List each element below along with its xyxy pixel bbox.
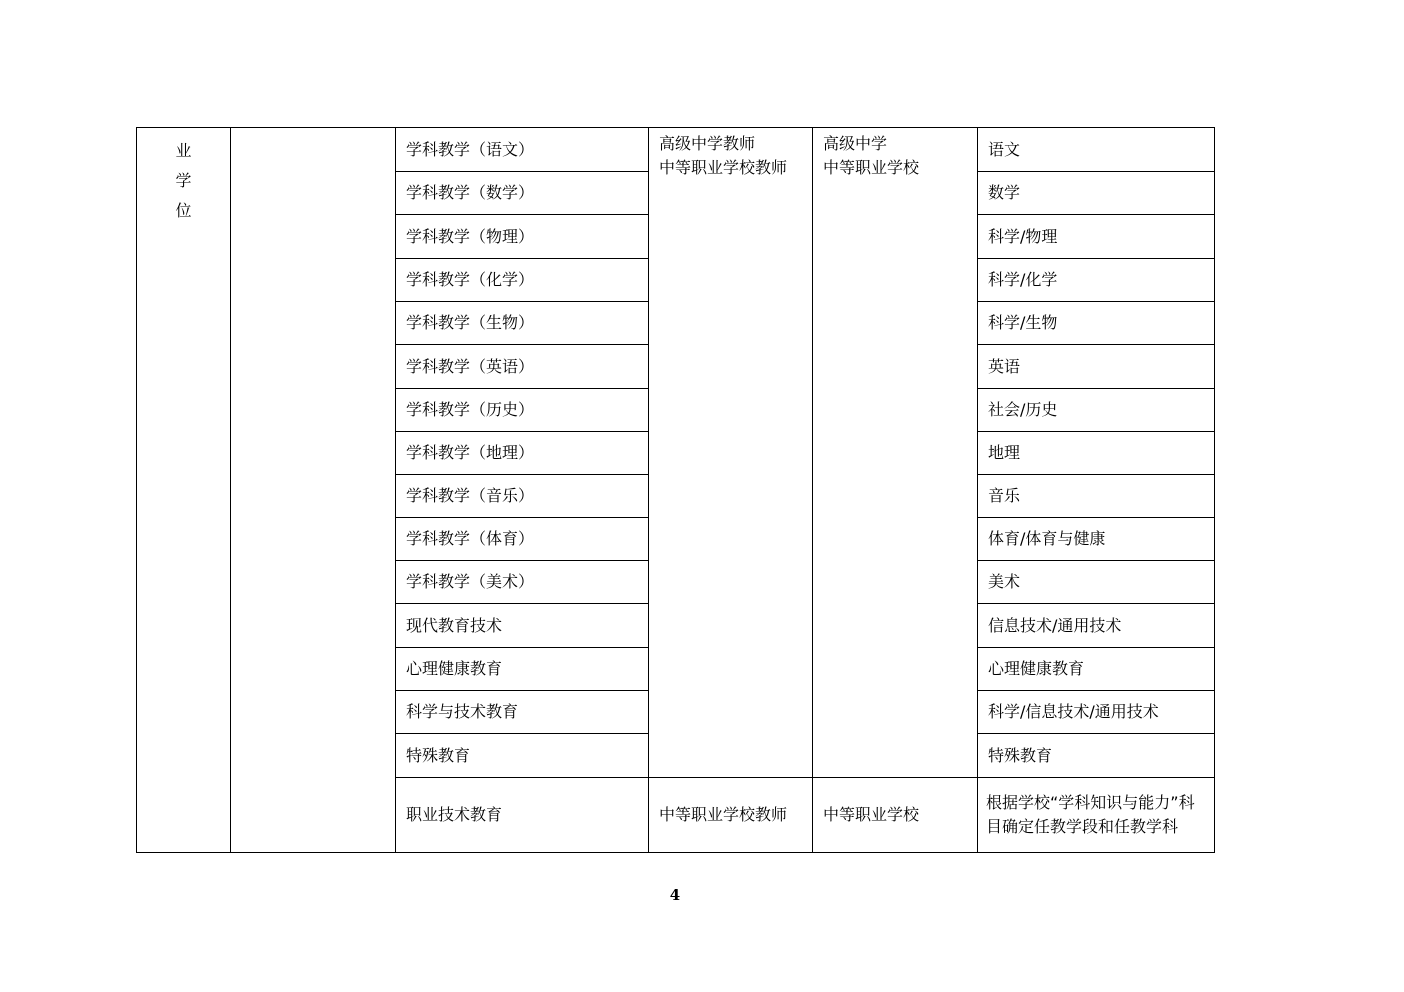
major-cell: 科学与技术教育 [396,691,649,734]
subject-cell: 科学/生物 [978,302,1215,345]
table-row [137,128,1215,172]
subject-cell: 科学/化学 [978,259,1215,302]
subject-cell: 体育/体育与健康 [978,518,1215,561]
school-type-cell: 高级中学 中等职业学校 [813,128,978,778]
subject-cell: 语文 [978,128,1215,172]
major-cell: 学科教学（地理） [396,432,649,475]
major-cell: 学科教学（数学） [396,172,649,215]
major-cell: 学科教学（历史） [396,389,649,432]
major-cell: 学科教学（化学） [396,259,649,302]
major-cell: 职业技术教育 [396,778,649,853]
subject-cell: 根据学校“学科知识与能力”科目确定任教学段和任教学科 [978,778,1215,853]
page-number: 4 [669,886,681,904]
subject-cell: 数学 [978,172,1215,215]
degree-label-char: 位 [175,201,192,220]
subject-cell: 社会/历史 [978,389,1215,432]
major-cell: 学科教学（物理） [396,215,649,259]
major-cell: 学科教学（英语） [396,345,649,389]
subject-cell: 地理 [978,432,1215,475]
degree-label-char: 业 [175,141,192,160]
major-cell: 学科教学（体育） [396,518,649,561]
degree-label-char: 学 [175,171,192,190]
major-cell: 学科教学（语文） [396,128,649,172]
subject-cell: 科学/信息技术/通用技术 [978,691,1215,734]
subject-cell: 音乐 [978,475,1215,518]
major-cell: 特殊教育 [396,734,649,778]
teacher-type-cell: 高级中学教师 中等职业学校教师 [649,128,813,778]
subject-cell: 心理健康教育 [978,648,1215,691]
major-cell: 心理健康教育 [396,648,649,691]
major-cell: 学科教学（美术） [396,561,649,604]
major-cell: 学科教学（生物） [396,302,649,345]
subject-cell: 特殊教育 [978,734,1215,778]
degree-label-cell [137,128,231,853]
blank-cell [231,128,396,853]
teacher-type-cell: 中等职业学校教师 [649,778,813,853]
major-cell: 现代教育技术 [396,604,649,648]
subject-cell: 美术 [978,561,1215,604]
subject-cell: 信息技术/通用技术 [978,604,1215,648]
qualification-table [136,127,1215,853]
subject-cell: 英语 [978,345,1215,389]
school-type-cell: 中等职业学校 [813,778,978,853]
major-cell: 学科教学（音乐） [396,475,649,518]
subject-cell: 科学/物理 [978,215,1215,259]
